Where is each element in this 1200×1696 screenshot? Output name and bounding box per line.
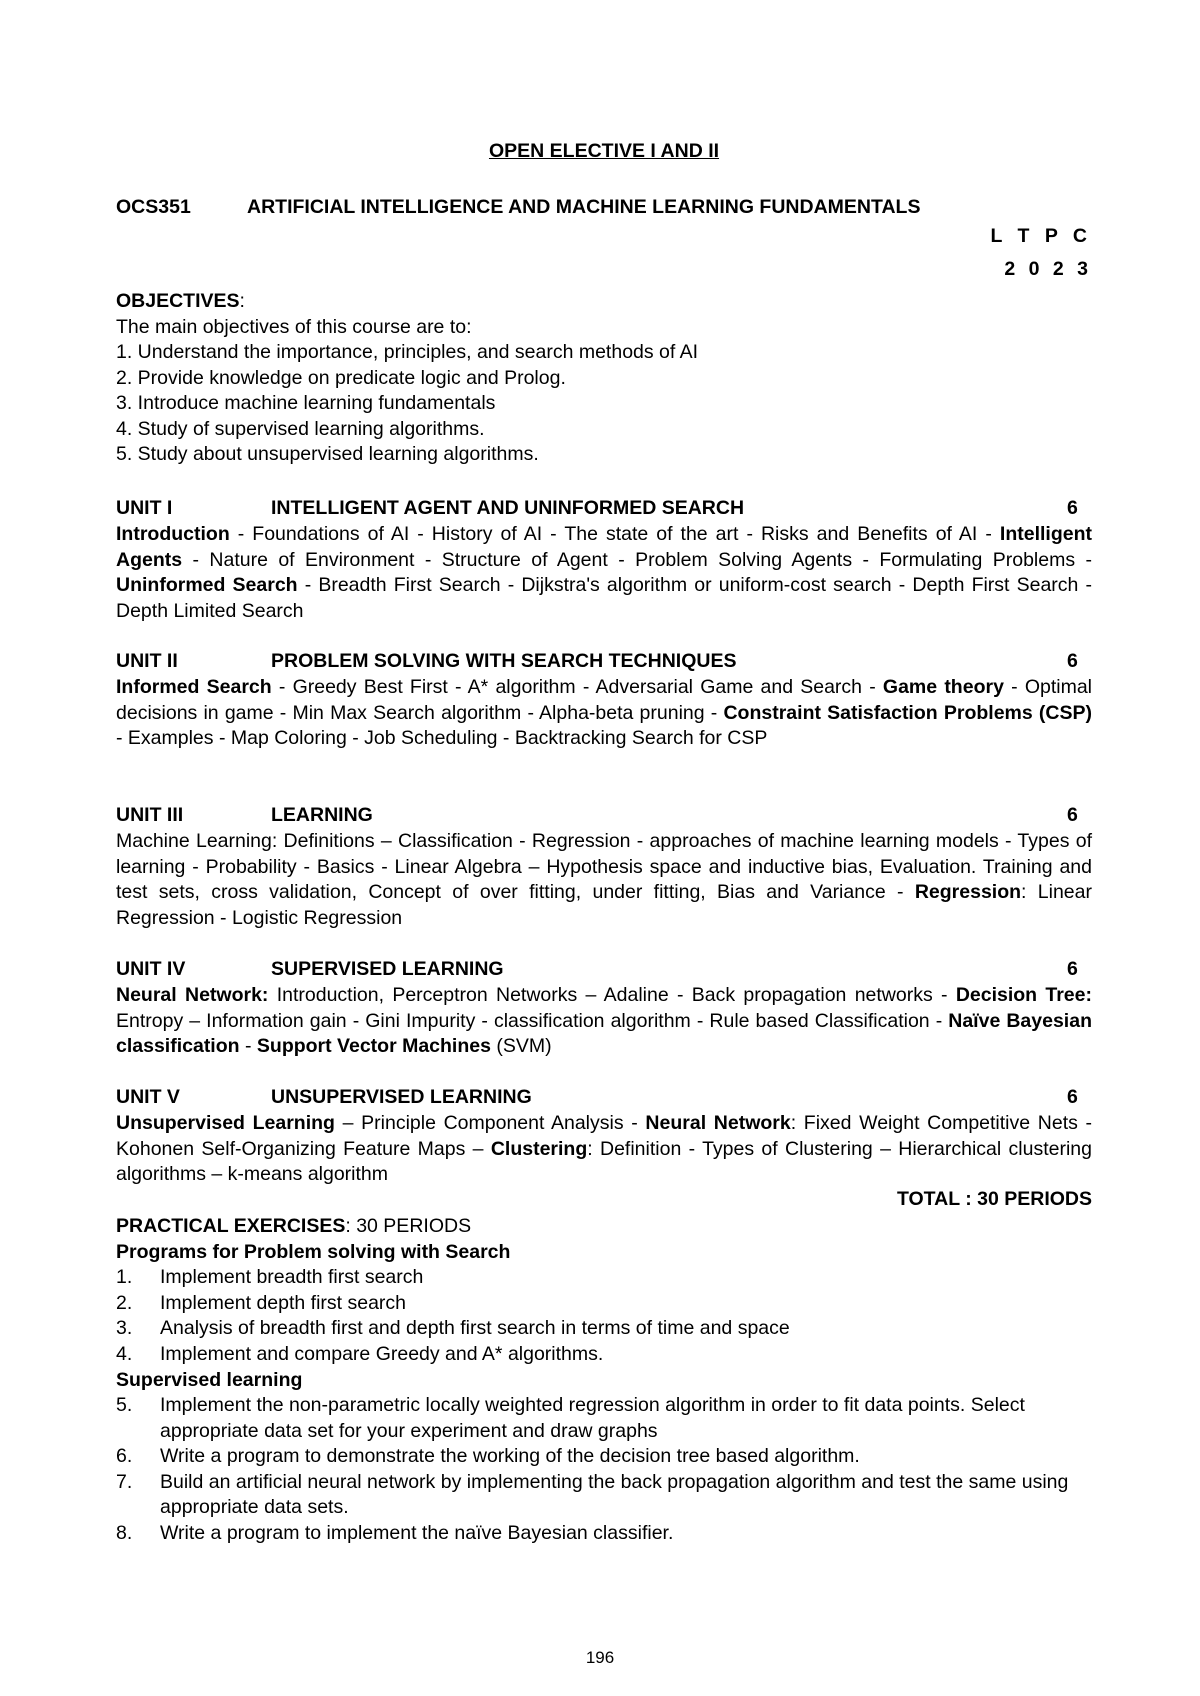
section-heading: OPEN ELECTIVE I AND II	[488, 140, 720, 162]
list-item: 4. Implement and compare Greedy and A* algorithms.	[116, 1342, 604, 1365]
list-item: 8. Write a program to implement the naïve Bayesian classifier.	[116, 1521, 674, 1544]
course-title: ARTIFICIAL INTELLIGENCE AND MACHINE LEARNING FUNDAMENTALS	[247, 196, 921, 218]
objectives-intro: The main objectives of this course are to:	[116, 315, 472, 338]
unit-2-content: Informed Search - Greedy Best First - A* algorithm - Adversarial Game and Search - Game theory - Optimal decisions in game - Min Max Search algorithm - Alpha-beta pruning - Constraint Satisfaction Problems (CSP) - Examples - Map Coloring - Job Scheduling - Backtracking Search for CSP	[116, 676, 1092, 749]
unit-title: LEARNING	[271, 804, 373, 826]
search-programs-heading: Programs for Problem solving with Search	[116, 1241, 511, 1263]
objective-item: 1. Understand the importance, principles, and search methods of AI	[116, 341, 699, 363]
unit-code: UNIT IV	[116, 958, 186, 980]
list-item: 5. Implement the non-parametric locally weighted regression algorithm in order to fit data points. Select appropriate data set for your experiment and draw graphs	[116, 1394, 1025, 1442]
objective-item: 2. Provide knowledge on predicate logic and Prolog.	[116, 366, 566, 389]
unit-title: PROBLEM SOLVING WITH SEARCH TECHNIQUES	[271, 650, 737, 672]
course-code: OCS351	[116, 196, 191, 218]
objectives-section	[116, 289, 1092, 468]
objectives-heading: OBJECTIVES:	[116, 290, 245, 312]
objective-item: 3. Introduce machine learning fundamentals	[116, 392, 496, 414]
unit-title: INTELLIGENT AGENT AND UNINFORMED SEARCH	[271, 497, 745, 519]
practical-heading: PRACTICAL EXERCISES: 30 PERIODS	[116, 1215, 472, 1237]
unit-3-content: Machine Learning: Definitions – Classification - Regression - approaches of machine learning models - Types of learning - Probability - Basics - Linear Algebra – Hypothesis space and inductive bias, Evaluation. Training and test sets, cross validation, Concept of over fitting, under fitting, Bias and Variance - Regression: Linear Regression - Logistic Regression	[116, 830, 1092, 929]
search-exercise-list	[116, 1265, 1092, 1367]
total-periods: TOTAL : 30 PERIODS	[896, 1188, 1092, 1210]
unit-title: SUPERVISED LEARNING	[271, 958, 504, 980]
supervised-heading: Supervised learning	[116, 1369, 303, 1391]
objective-item: 4. Study of supervised learning algorithms.	[116, 417, 485, 440]
list-item: 7. Build an artificial neural network by implementing the back propagation algorithm and test the same using appropriate data sets.	[116, 1470, 1069, 1518]
page-number: 196	[585, 1648, 615, 1667]
supervised-exercise-list	[116, 1393, 1092, 1546]
list-item: 6. Write a program to demonstrate the working of the decision tree based algorithm.	[116, 1445, 860, 1467]
objective-item: 5. Study about unsupervised learning algorithms.	[116, 443, 539, 465]
unit-code: UNIT III	[116, 804, 184, 826]
ltpc-label: L T P C	[990, 225, 1092, 247]
unit-code: UNIT II	[116, 650, 178, 672]
unit-hours: 6	[1067, 497, 1078, 519]
unit-code: UNIT I	[116, 497, 173, 519]
unit-title: UNSUPERVISED LEARNING	[271, 1086, 532, 1108]
unit-hours: 6	[1067, 958, 1078, 980]
unit-1-content: Introduction - Foundations of AI - History of AI - The state of the art - Risks and Benefits of AI - Intelligent Agents - Nature of Environment - Structure of Agent - Problem Solving Agents - Formulating Problems - Uninformed Search - Breadth First Search - Dijkstra's algorithm or uniform-cost search - Depth First Search - Depth Limited Search	[116, 523, 1093, 622]
ltpc-values: 2 0 2 3	[1004, 258, 1092, 280]
unit-hours: 6	[1067, 804, 1078, 826]
unit-5-content: Unsupervised Learning – Principle Component Analysis - Neural Network: Fixed Weight Competitive Nets - Kohonen Self-Organizing Feature Maps – Clustering: Definition - Types of Clustering – Hierarchical clustering algorithms – k-means algorithm	[116, 1112, 1093, 1185]
list-item: 1. Implement breadth first search	[116, 1266, 424, 1288]
unit-hours: 6	[1067, 650, 1078, 672]
unit-4-content: Neural Network: Introduction, Perceptron Networks – Adaline - Back propagation networks - Decision Tree: Entropy – Information gain - Gini Impurity - classification algorithm - Rule based Classification - Naïve Bayesian classification - Support Vector Machines (SVM)	[116, 984, 1092, 1057]
list-item: 2. Implement depth first search	[116, 1291, 407, 1314]
unit-code: UNIT V	[116, 1086, 180, 1108]
list-item: 3. Analysis of breadth first and depth first search in terms of time and space	[116, 1317, 790, 1339]
unit-hours: 6	[1067, 1086, 1078, 1108]
